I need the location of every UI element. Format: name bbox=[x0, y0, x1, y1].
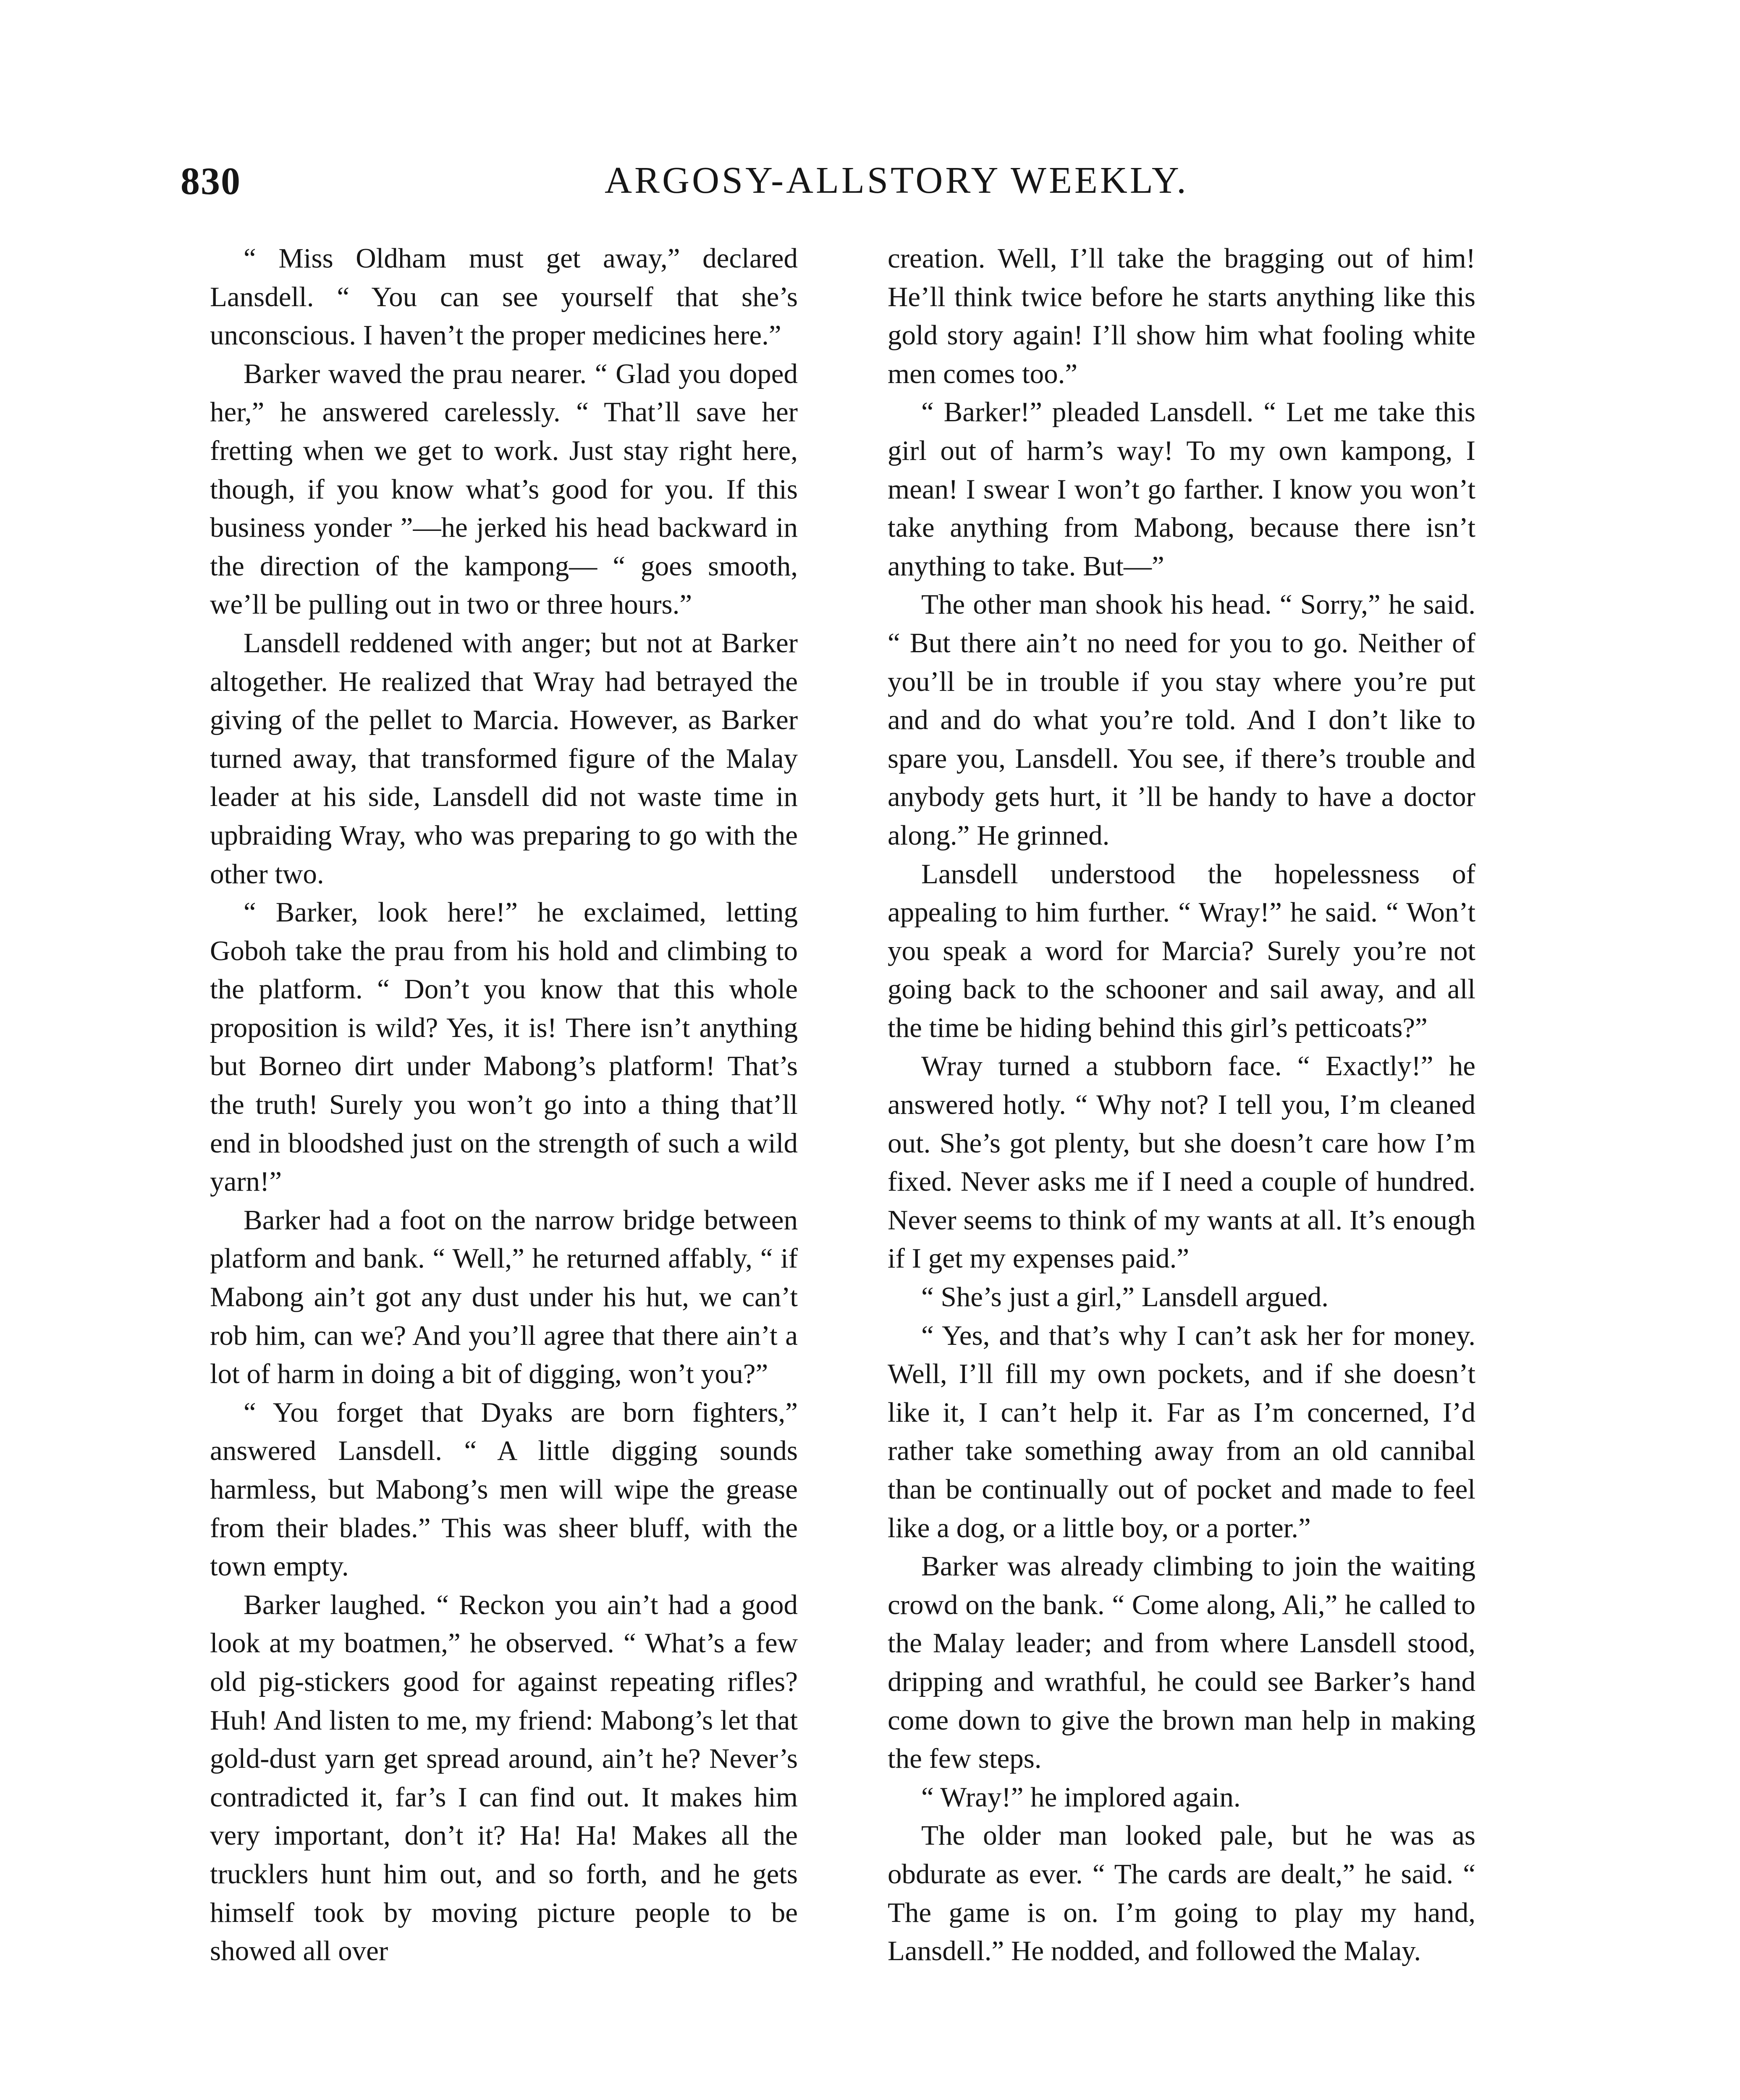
paragraph: Barker laughed. “ Reckon you ain’t had a good look at my boatmen,” he observed. “ What’s a few old pig-stickers good for against repeating rifles? Huh! And listen to me, my friend: Mabong’s let that gold-dust yarn get spread around, ain’t he? Never’s contradicted it, far’s I can find out. It makes him very important, don’t it? Ha! Ha! Makes all the trucklers hunt him out, and so forth, and he gets himself took by moving picture people to be showed all over bbox=[210, 1589, 798, 1967]
running-head: ARGOSY-ALLSTORY WEEKLY. bbox=[605, 160, 1189, 201]
paragraph: Wray turned a stubborn face. “ Exactly!” he answered hotly. “ Why not? I tell you, I’m cleaned out. She’s got plenty, but she doesn’t care how I’m fixed. Never asks me if I need a couple of hundred. Never seems to think of my wants at all. It’s enough if I get my expenses paid.” bbox=[888, 1050, 1475, 1274]
page-number: 830 bbox=[181, 160, 241, 202]
paragraph: “ Barker!” pleaded Lansdell. “ Let me take this girl out of harm’s way! To my own kampong, I mean! I swear I won’t go farther. I know you won’t take anything from Mabong, because there isn’t anything to take. But—” bbox=[888, 396, 1475, 582]
paragraph: The other man shook his head. “ Sorry,” he said. “ But there ain’t no need for you to go. Neither of you’ll be in trouble if you stay where you’re put and and do what you’re told. And I don’t like to spare you, Lansdell. You see, if there’s trouble and anybody gets hurt, it ’ll be handy to have a doctor along.” He grinned. bbox=[888, 589, 1475, 851]
right-column bbox=[888, 239, 1475, 1971]
paragraph: The older man looked pale, but he was as obdurate as ever. “ The cards are dealt,” he said. “ The game is on. I’m going to play my hand, Lansdell.” He nodded, and followed the Malay. bbox=[888, 1820, 1475, 1967]
paragraph: Lansdell understood the hopelessness of appealing to him further. “ Wray!” he said. “ Won’t you speak a word for Marcia? Surely you’re not going back to the schooner and sail away, and all the time be hiding behind this girl’s petticoats?” bbox=[888, 858, 1475, 1043]
page-header bbox=[181, 159, 1558, 222]
paragraph: Barker waved the prau nearer. “ Glad you doped her,” he answered carelessly. “ That’ll save her fretting when we get to work. Just stay right here, though, if you know what’s good for you. If this business yonder ”—he jerked his head backward in the direction of the kampong— “ goes smooth, we’ll be pulling out in two or three hours.” bbox=[210, 358, 798, 620]
paragraph: “ Wray!” he implored again. bbox=[921, 1781, 1241, 1813]
paragraph: “ Yes, and that’s why I can’t ask her for money. Well, I’ll fill my own pockets, and if she doesn’t like it, I can’t help it. Far as I’m concerned, I’d rather take something away from an old cannibal than be continually out of pocket and made to feel like a dog, or a little boy, or a porter.” bbox=[888, 1320, 1475, 1544]
paragraph: Barker was already climbing to join the waiting crowd on the bank. “ Come along, Ali,” he called to the Malay leader; and from where Lansdell stood, dripping and wrathful, he could see Barker’s hand come down to give the brown man help in making the few steps. bbox=[888, 1551, 1475, 1774]
paragraph-continuation: creation. Well, I’ll take the bragging out of him! He’ll think twice before he starts anything like this gold story again! I’ll show him what fooling white men comes too.” bbox=[888, 243, 1475, 389]
paragraph: “ She’s just a girl,” Lansdell argued. bbox=[921, 1281, 1329, 1313]
paragraph: Lansdell reddened with anger; but not at Barker altogether. He realized that Wray had betrayed the giving of the pellet to Marcia. However, as Barker turned away, that transformed figure of the Malay leader at his side, Lansdell did not waste time in upbraiding Wray, who was preparing to go with the other two. bbox=[210, 627, 798, 890]
paragraph: “ Miss Oldham must get away,” declared Lansdell. “ You can see yourself that she’s unconscious. I haven’t the proper medicines here.” bbox=[210, 243, 798, 351]
paragraph: “ Barker, look here!” he exclaimed, letting Goboh take the prau from his hold and climbing to the platform. “ Don’t you know that this whole proposition is wild? Yes, it is! There isn’t anything but Borneo dirt under Mabong’s platform! That’s the truth! Surely you won’t go into a thing that’ll end in bloodshed just on the strength of such a wild yarn!” bbox=[210, 897, 798, 1197]
left-column bbox=[210, 239, 798, 1971]
paragraph: “ You forget that Dyaks are born fighters,” answered Lansdell. “ A little digging sounds harmless, but Mabong’s men will wipe the grease from their blades.” This was sheer bluff, with the town empty. bbox=[210, 1396, 798, 1582]
paragraph: Barker had a foot on the narrow bridge between platform and bank. “ Well,” he returned affably, “ if Mabong ain’t got any dust under his hut, we can’t rob him, can we? And you’ll agree that there ain’t a lot of harm in doing a bit of digging, won’t you?” bbox=[210, 1204, 798, 1390]
